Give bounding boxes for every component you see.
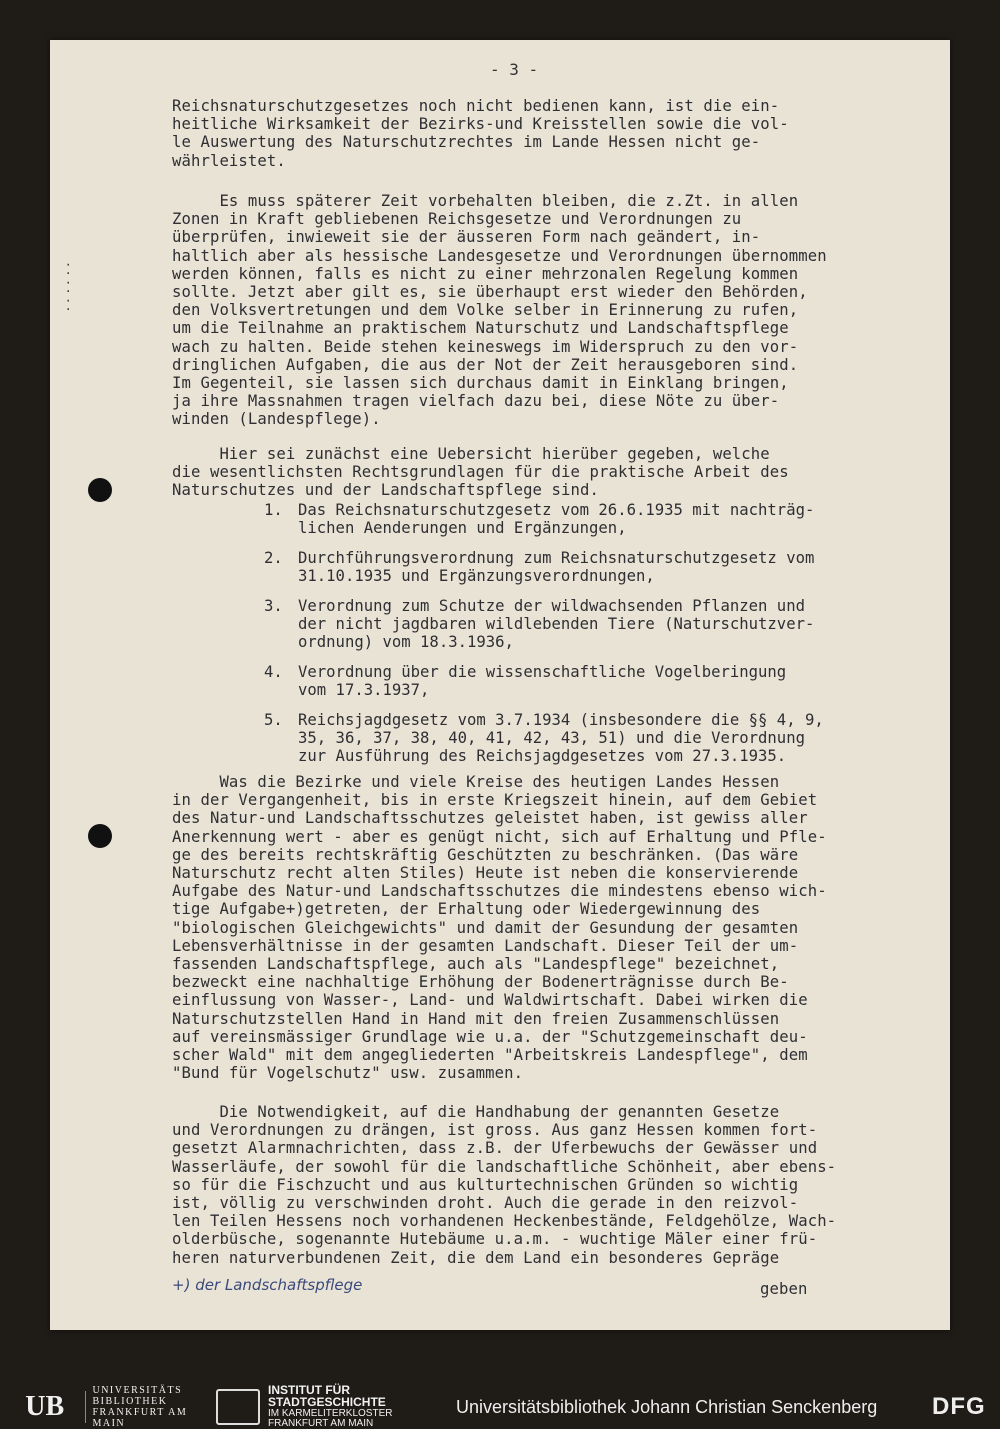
- text-line: den Volksvertretungen und dem Volke selber in Erinnerung zu rufen,: [172, 301, 799, 320]
- ub-text: UNIVERSITÄTS BIBLIOTHEK FRANKFURT AM MAIN: [92, 1385, 188, 1429]
- text-line: scher Wald" mit dem angegliederten "Arbeitskreis Landespflege", dem: [172, 1046, 808, 1065]
- text-line: Naturschutz recht alten Stiles) Heute ist neben die konservierende: [172, 864, 799, 883]
- paragraph: [172, 445, 932, 500]
- list-item-text: [298, 663, 786, 699]
- list-item-text: [298, 597, 814, 652]
- text-line: tige Aufgabe+)getreten, der Erhaltung oder Wiedergewinnung des: [172, 900, 761, 919]
- text-line: Lebensverhältnisse in der gesamten Landschaft. Dieser Teil der um-: [172, 936, 799, 955]
- text-line: fassenden Landschaftspflege, auch als "Landespflege" bezeichnet,: [172, 955, 780, 974]
- margin-mark: ⁚: [66, 280, 71, 296]
- text-line: Es muss späterer Zeit vorbehalten bleiben, die z.Zt. in allen: [172, 192, 799, 210]
- dfg-logo[interactable]: DFG: [932, 1393, 986, 1420]
- text-line: die wesentlichsten Rechtsgrundlagen für die praktische Arbeit des: [172, 463, 789, 482]
- list-item-number: 3.: [264, 597, 283, 615]
- text-line: Wasserläufe, der sowohl für die landschaftliche Schönheit, aber ebens-: [172, 1157, 837, 1176]
- text-line: 31.10.1935 und Ergänzungsverordnungen,: [298, 567, 655, 586]
- footer-bar: [0, 1385, 1000, 1429]
- text-line: Was die Bezirke und viele Kreise des heutigen Landes Hessen: [172, 773, 780, 791]
- punch-hole: [88, 478, 112, 502]
- page-number: - 3 -: [490, 60, 539, 79]
- text-line: ist, völlig zu verschwinden droht. Auch die gerade in den reizvol-: [172, 1194, 799, 1213]
- text-line: "Bund für Vogelschutz" usw. zusammen.: [172, 1064, 524, 1083]
- text-line: Verordnung zum Schutze der wildwachsenden Pflanzen und: [298, 597, 805, 615]
- text-line: Das Reichsnaturschutzgesetz vom 26.6.1935 mit nachträg-: [298, 501, 815, 519]
- margin-mark: ⁚: [66, 262, 71, 278]
- text-line: len Teilen Hessens noch vorhandenen Heckenbestände, Feldgehölze, Wach-: [172, 1212, 837, 1231]
- text-line: Naturschutzes und der Landschaftspflege sind.: [172, 481, 599, 500]
- text-line: heren naturverbundenen Zeit, die dem Land ein besonderes Gepräge: [172, 1248, 780, 1267]
- paragraph: [172, 192, 932, 429]
- text-line: vom 17.3.1937,: [298, 681, 430, 700]
- text-line: olderbüsche, sogenannte Hutebäume u.a.m. - wuchtige Mäler einer frü-: [172, 1230, 818, 1249]
- paragraph: [172, 97, 932, 170]
- text-line: und Verordnungen zu drängen, ist gross. Aus ganz Hessen kommen fort-: [172, 1121, 818, 1140]
- ifs-emblem-icon: [216, 1389, 260, 1425]
- text-line: Zonen in Kraft gebliebenen Reichsgesetze und Verordnungen zu: [172, 210, 742, 229]
- text-line: 35, 36, 37, 38, 40, 41, 42, 43, 51) und die Verordnung: [298, 729, 805, 748]
- text-line: um die Teilnahme an praktischem Naturschutz und Landschaftspflege: [172, 319, 789, 338]
- text-line: Durchführungsverordnung zum Reichsnaturschutzgesetz vom: [298, 549, 815, 567]
- text-line: "biologischen Gleichgewichts" und damit der Gesundung der gesamten: [172, 918, 799, 937]
- text-line: bezweckt eine nachhaltige Erhöhung der Bodenerträgnisse durch Be-: [172, 973, 789, 992]
- library-name: Universitätsbibliothek Johann Christian Senckenberg: [456, 1397, 878, 1417]
- text-line: ge des bereits rechtskräftig Geschützten zu beschränken. (Das wäre: [172, 845, 799, 864]
- paragraph: [172, 1103, 932, 1267]
- list-item-number: 4.: [264, 663, 283, 681]
- text-line: zur Ausführung des Reichsjagdgesetzes vom 27.3.1935.: [298, 747, 787, 766]
- list-item-text: [298, 711, 824, 766]
- text-line: Naturschutzstellen Hand in Hand mit den freien Zusammenschlüssen: [172, 1009, 780, 1028]
- text-line: in der Vergangenheit, bis in erste Kriegszeit hinein, auf dem Gebiet: [172, 791, 818, 810]
- text-line: des Natur-und Landschaftsschutzes geleistet haben, ist gewiss aller: [172, 809, 808, 828]
- text-line: ja ihre Massnahmen tragen vielfach dazu bei, diese Nöte zu über-: [172, 392, 780, 411]
- list-item-number: 5.: [264, 711, 283, 729]
- text-line: sollte. Jetzt aber gilt es, sie überhaupt erst wieder den Behörden,: [172, 283, 808, 302]
- text-line: le Auswertung des Naturschutzrechtes im Lande Hessen nicht ge-: [172, 133, 761, 152]
- text-line: Verordnung über die wissenschaftliche Vogelberingung: [298, 663, 787, 681]
- text-line: werden können, falls es nicht zu einer mehrzonalen Regelung kommen: [172, 264, 799, 283]
- text-line: Aufgabe des Natur-und Landschaftsschutzes die mindestens ebenso wich-: [172, 882, 827, 901]
- text-line: haltlich aber als hessische Landesgesetze und Verordnungen übernommen: [172, 246, 827, 265]
- text-line: Die Notwendigkeit, auf die Handhabung der genannten Gesetze: [172, 1103, 780, 1121]
- text-line: währleistet.: [172, 151, 286, 170]
- ub-mark: UB: [4, 1391, 86, 1423]
- text-line: Reichsjagdgesetz vom 3.7.1934 (insbesondere die §§ 4, 9,: [298, 711, 824, 729]
- paragraph: [172, 773, 932, 1082]
- text-line: Im Gegenteil, sie lassen sich durchaus damit in Einklang bringen,: [172, 374, 789, 393]
- text-line: überprüfen, inwieweit sie der äusseren Form nach geändert, in-: [172, 228, 761, 247]
- ifs-logo[interactable]: [216, 1383, 436, 1429]
- text-line: lichen Aenderungen und Ergänzungen,: [298, 519, 627, 538]
- text-line: einflussung von Wasser-, Land- und Waldwirtschaft. Dabei wirken die: [172, 991, 808, 1010]
- text-line: dringlichen Aufgaben, die aus der Not der Zeit herausgeboren sind.: [172, 355, 799, 374]
- handwritten-footnote: +) der Landschaftspflege: [172, 1276, 363, 1294]
- document-page: [50, 40, 950, 1330]
- text-line: so für die Fischzucht und aus kulturtechnischen Gründen so wichtig: [172, 1175, 799, 1194]
- text-line: ordnung) vom 18.3.1936,: [298, 633, 514, 652]
- text-line: Anerkennung wert - aber es genügt nicht, sich auf Erhaltung und Pfle-: [172, 827, 827, 846]
- list-item-text: [298, 501, 814, 537]
- catchword: geben: [760, 1280, 808, 1298]
- text-line: der nicht jagdbaren wildlebenden Tiere (Naturschutzver-: [298, 615, 815, 634]
- text-line: gesetzt Alarmnachrichten, dass z.B. der Uferbewuchs der Gewässer und: [172, 1139, 818, 1158]
- ifs-text: INSTITUT FÜR STADTGESCHICHTE IM KARMELITERKLOSTER FRANKFURT AM MAIN: [268, 1383, 393, 1429]
- punch-hole: [88, 824, 112, 848]
- text-line: Reichsnaturschutzgesetzes noch nicht bedienen kann, ist die ein-: [172, 97, 780, 115]
- margin-mark: ⁚: [66, 298, 71, 314]
- list-item-number: 1.: [264, 501, 283, 519]
- ub-logo[interactable]: [4, 1385, 204, 1429]
- text-line: winden (Landespflege).: [172, 410, 381, 429]
- text-line: heitliche Wirksamkeit der Bezirks-und Kreisstellen sowie die vol-: [172, 115, 789, 134]
- list-item-text: [298, 549, 814, 585]
- text-line: Hier sei zunächst eine Uebersicht hierüber gegeben, welche: [172, 445, 770, 463]
- list-item-number: 2.: [264, 549, 283, 567]
- text-line: auf vereinsmässiger Grundlage wie u.a. der "Schutzgemeinschaft deu-: [172, 1027, 808, 1046]
- text-line: wach zu halten. Beide stehen keineswegs im Widerspruch zu den vor-: [172, 337, 799, 356]
